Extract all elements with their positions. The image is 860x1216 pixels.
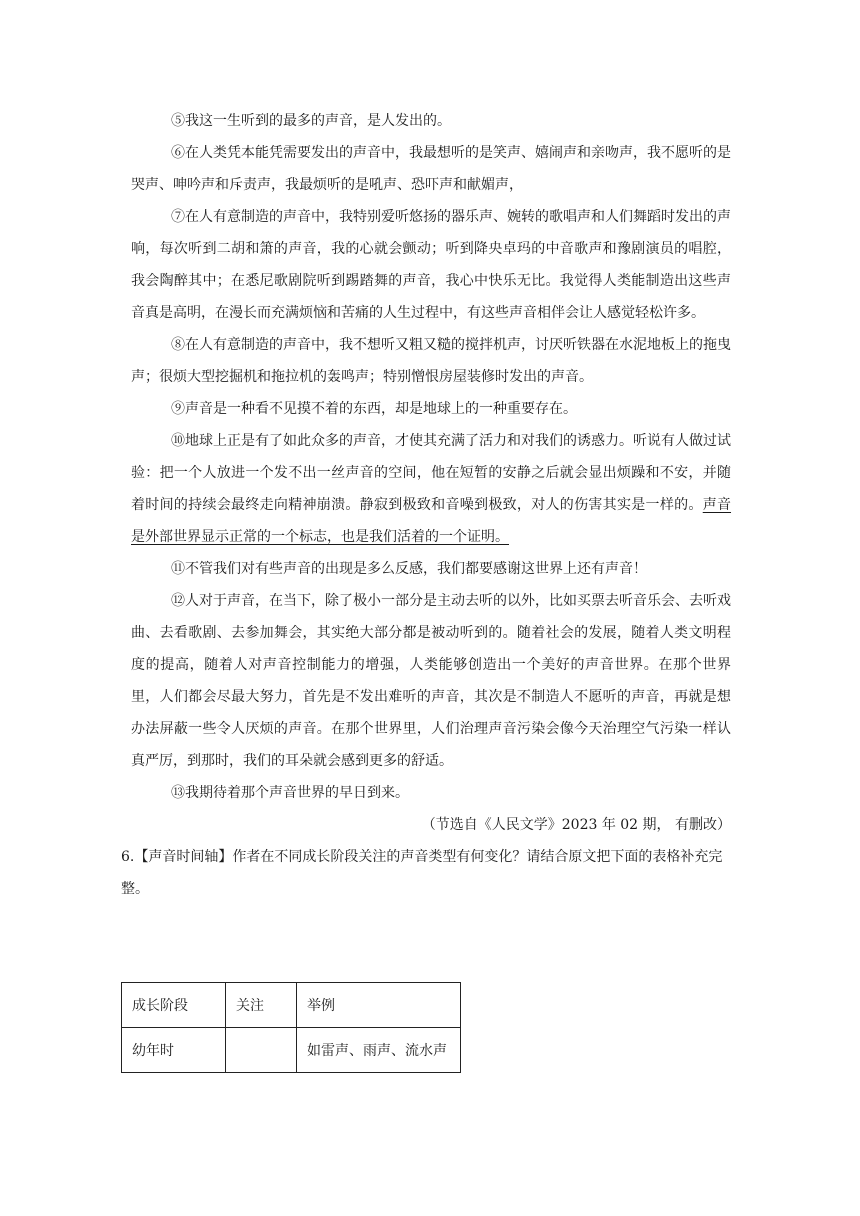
paragraph-13: ⑬我期待着那个声音世界的早日到来。 [171, 785, 409, 801]
table-row [122, 1028, 461, 1073]
header-stage: 成长阶段 [122, 983, 226, 1028]
paragraph-7: ⑦在人有意制造的声音中，我特别爱听悠扬的器乐声、婉转的歌唱声和人们舞蹈时发出的声响，每次听到二胡和箫的声音，我的心就会颤动；听到降央卓玛的中音歌声和豫剧演员的唱腔，我会陶醉其中；在悉尼歌剧院听到踢踏舞的声音，我心中快乐无比。我觉得人类能制造出这些声音真是高明，在漫长而充满烦恼和苦痛的人生过程中，有这些声音相伴会让人感觉轻松许多。 [131, 209, 731, 321]
article-body [121, 105, 732, 905]
cell-example: 如雷声、雨声、流水声 [297, 1028, 461, 1073]
paragraph-12: ⑫人对于声音，在当下，除了极小一部分是主动去听的以外，比如买票去听音乐会、去听戏曲、去看歌剧、去参加舞会，其实绝大部分都是被动听到的。随着社会的发展，随着人类文明程度的提高，随着人对声音控制能力的增强，人类能够创造出一个美好的声音世界。在那个世界里，人们都会尽最大努力，首先是不发出难听的声音，其次是不制造人不愿听的声音，再就是想办法屏蔽一些令人厌烦的声音。在那个世界里，人们治理声音污染会像今天治理空气污染一样认真严厉，到那时，我们的耳朵就会感到更多的舒适。 [131, 593, 731, 769]
table-header-row [122, 983, 461, 1028]
paragraph-6: ⑥在人类凭本能凭需要发出的声音中，我最想听的是笑声、嬉闹声和亲吻声，我不愿听的是哭声、呻吟声和斥责声，我最烦听的是吼声、恐吓声和献媚声， [131, 145, 731, 193]
source-citation: （节选自《人民文学》2023 年 02 期， 有删改） [421, 817, 731, 833]
header-example: 举例 [297, 983, 461, 1028]
paragraph-10 [131, 425, 731, 553]
paragraph-10-text: ⑩地球上正是有了如此众多的声音，才使其充满了活力和对我们的诱惑力。听说有人做过试验：把一个人放进一个发不出一丝声音的空间，他在短暂的安静之后就会显出烦躁和不安，并随着时间的持续会最终走向精神崩溃。静寂到极致和音噪到极致，对人的伤害其实是一样的。 [131, 433, 731, 513]
paragraph-8: ⑧在人有意制造的声音中，我不想听又粗又糙的搅拌机声，讨厌听铁器在水泥地板上的拖曳声；很烦大型挖掘机和拖拉机的轰鸣声；特别憎恨房屋装修时发出的声音。 [131, 337, 731, 385]
question-6: 6.【声音时间轴】作者在不同成长阶段关注的声音类型有何变化？请结合原文把下面的表格补充完整。 [121, 849, 723, 897]
cell-focus-blank[interactable] [226, 1028, 297, 1073]
answer-table [121, 982, 461, 1073]
cell-stage: 幼年时 [122, 1028, 226, 1073]
paragraph-11: ⑪不管我们对有些声音的出现是多么反感，我们都要感谢这世界上还有声音！ [171, 561, 647, 577]
paragraph-5: ⑤我这一生听到的最多的声音，是人发出的。 [171, 113, 451, 129]
paragraph-9: ⑨声音是一种看不见摸不着的东西，却是地球上的一种重要存在。 [171, 401, 577, 417]
header-focus: 关注 [226, 983, 297, 1028]
underlined-sentence: 声音是外部世界显示正常的一个标志，也是我们活着的一个证明。 [131, 497, 732, 545]
